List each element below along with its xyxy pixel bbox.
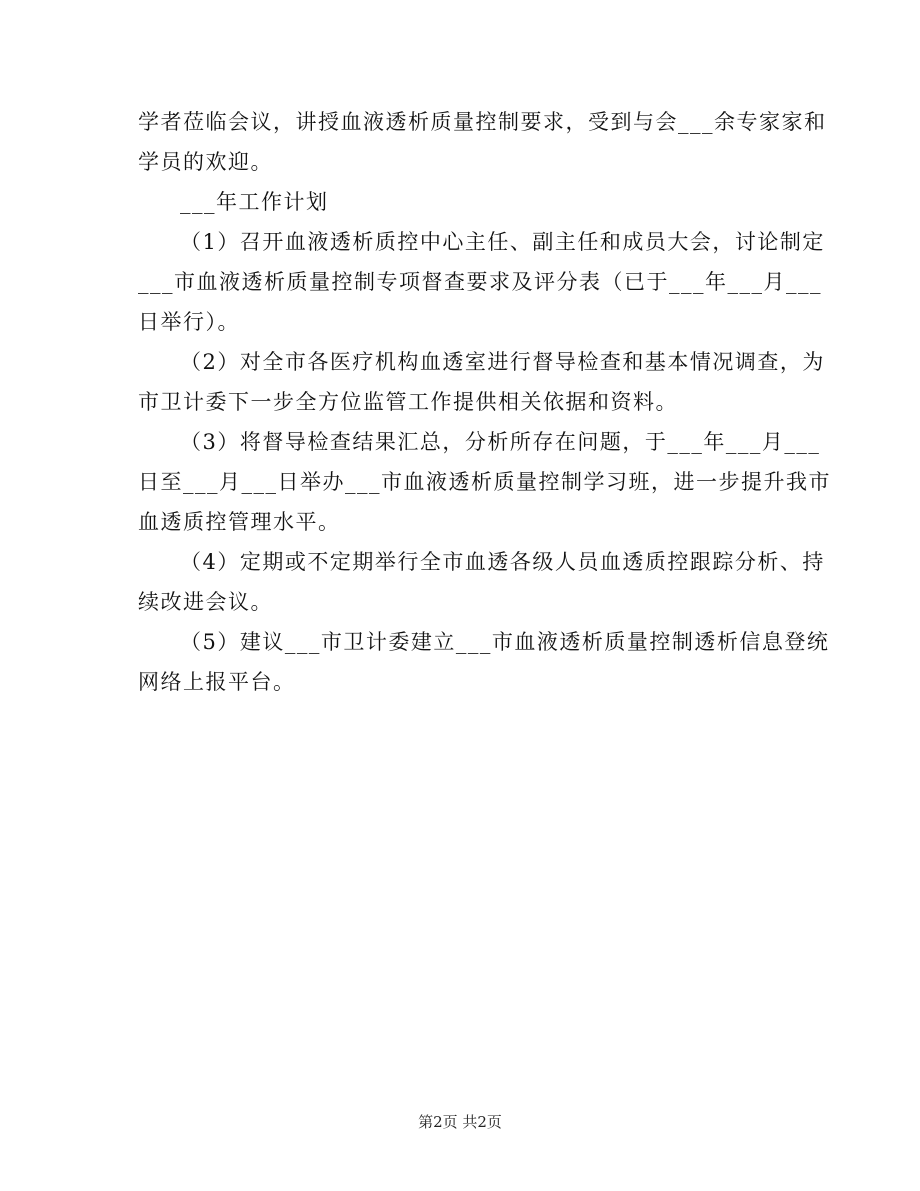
- text-line: 市卫计委下一步全方位监管工作提供相关依据和资料。: [138, 390, 678, 414]
- text-line: （4）定期或不定期举行全市血透各级人员血透质控跟踪分析、持: [180, 550, 825, 574]
- text-line: 日举行）。: [138, 310, 240, 334]
- section-heading: ___年工作计划: [180, 190, 329, 214]
- text-line: 血透质控管理水平。: [138, 510, 341, 534]
- document-body: [138, 102, 831, 702]
- text-line: 网络上报平台。: [138, 670, 296, 694]
- text-line: ___市血液透析质量控制专项督查要求及评分表（已于___年___月___: [138, 270, 822, 294]
- text-line: （2）对全市各医疗机构血透室进行督导检查和基本情况调查，为: [180, 350, 825, 374]
- text-line: 续改进会议。: [138, 590, 273, 614]
- text-line: （5）建议___市卫计委建立___市血液透析质量控制透析信息登统: [180, 630, 830, 654]
- text-line: （3）将督导检查结果汇总，分析所存在问题，于___年___月___: [180, 430, 821, 454]
- text-line: 日至___月___日举办___市血液透析质量控制学习班，进一步提升我市: [138, 470, 831, 494]
- text-line: 学员的欢迎。: [138, 150, 273, 174]
- text-line: 学者莅临会议，讲授血液透析质量控制要求，受到与会___余专家家和: [138, 110, 827, 134]
- page-number: 第2页 共2页: [418, 1113, 502, 1131]
- text-line: （1）召开血液透析质控中心主任、副主任和成员大会，讨论制定: [180, 230, 825, 254]
